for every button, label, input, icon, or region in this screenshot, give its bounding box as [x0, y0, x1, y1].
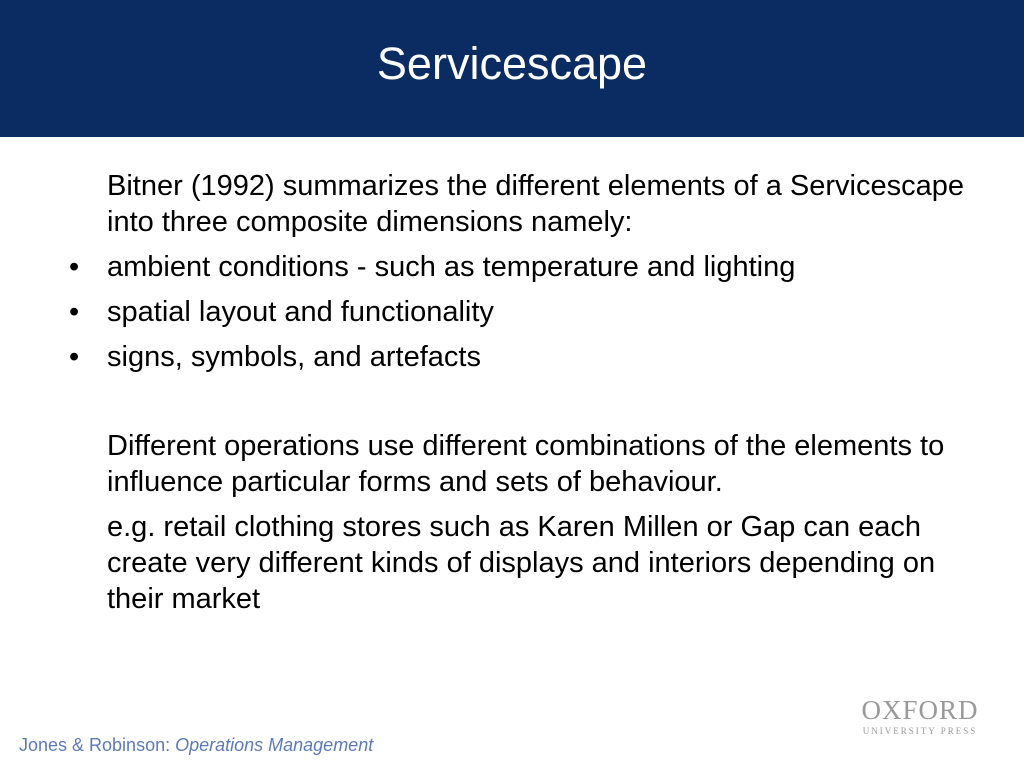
publisher-logo	[851, 697, 989, 738]
slide-body	[69, 168, 987, 617]
list-item-text: signs, symbols, and artefacts	[107, 341, 481, 373]
list-item-text: ambient conditions - such as temperature and lighting	[107, 251, 796, 283]
bullet-icon: •	[69, 251, 80, 283]
bullet-icon: •	[69, 341, 80, 373]
list-item	[69, 249, 987, 285]
bullet-icon: •	[69, 296, 80, 328]
list-item	[69, 294, 987, 330]
footer-citation	[19, 734, 373, 756]
logo-name: OXFORD	[861, 695, 979, 725]
footer-book-title: Operations Management	[175, 735, 374, 755]
dimension-list	[69, 249, 987, 375]
footer-authors: Jones & Robinson:	[19, 735, 176, 755]
intro-paragraph: Bitner (1992) summarizes the different elements of a Servicescape into three composite dimensions namely:	[107, 170, 964, 238]
list-item-text: spatial layout and functionality	[107, 296, 494, 328]
logo-subtitle: UNIVERSITY PRESS	[862, 726, 978, 736]
slide-title: Servicescape	[376, 38, 648, 89]
list-item	[69, 339, 987, 375]
operations-paragraph: Different operations use different combinations of the elements to influence particular forms and sets of behaviour.	[107, 430, 945, 498]
example-paragraph: e.g. retail clothing stores such as Karen Millen or Gap can each create very different kinds of displays and interiors depending on their market	[107, 511, 936, 615]
